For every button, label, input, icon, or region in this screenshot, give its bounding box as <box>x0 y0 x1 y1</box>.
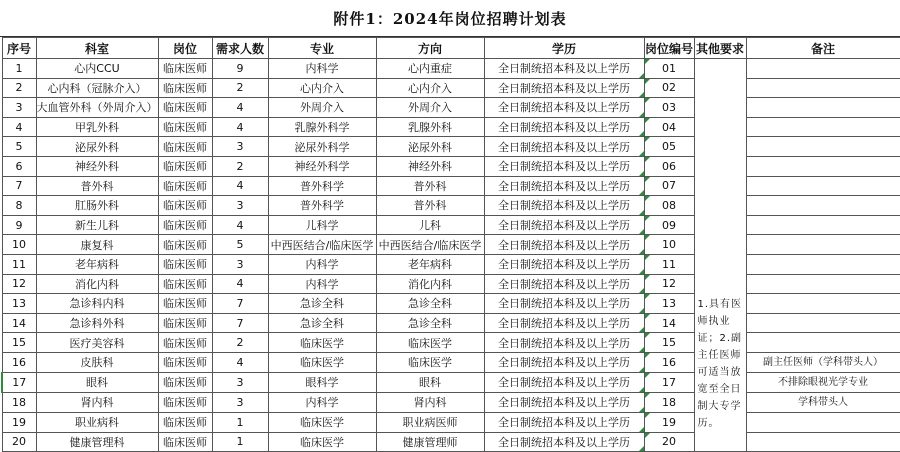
cell-count[interactable]: 3 <box>212 137 268 157</box>
cell-seq[interactable]: 18 <box>2 392 36 412</box>
cell-count[interactable]: 1 <box>212 432 268 452</box>
cell-education[interactable]: 全日制统招本科及以上学历 <box>484 392 644 412</box>
cell-count[interactable]: 5 <box>212 235 268 255</box>
cell-direction[interactable]: 急诊全科 <box>376 313 484 333</box>
cell-post[interactable]: 临床医师 <box>158 176 212 196</box>
cell-code[interactable]: 02 <box>644 78 694 98</box>
cell-major[interactable]: 临床医学 <box>268 333 376 353</box>
cell-dept[interactable]: 急诊科外科 <box>36 313 158 333</box>
cell-seq[interactable]: 15 <box>2 333 36 353</box>
cell-code[interactable]: 09 <box>644 215 694 235</box>
cell-education[interactable]: 全日制统招本科及以上学历 <box>484 59 644 79</box>
cell-code[interactable]: 07 <box>644 176 694 196</box>
cell-code[interactable]: 17 <box>644 372 694 392</box>
cell-education[interactable]: 全日制统招本科及以上学历 <box>484 215 644 235</box>
cell-education[interactable]: 全日制统招本科及以上学历 <box>484 156 644 176</box>
cell-code[interactable]: 20 <box>644 432 694 452</box>
cell-code[interactable]: 13 <box>644 294 694 314</box>
cell-count[interactable]: 4 <box>212 176 268 196</box>
cell-major[interactable]: 内科学 <box>268 392 376 412</box>
cell-seq[interactable]: 1 <box>2 59 36 79</box>
cell-education[interactable]: 全日制统招本科及以上学历 <box>484 117 644 137</box>
cell-dept[interactable]: 心内科（冠脉介入） <box>36 78 158 98</box>
cell-direction[interactable]: 眼科 <box>376 372 484 392</box>
cell-other-requirement[interactable] <box>694 59 746 452</box>
cell-education[interactable]: 全日制统招本科及以上学历 <box>484 235 644 255</box>
cell-dept[interactable]: 普外科 <box>36 176 158 196</box>
cell-education[interactable]: 全日制统招本科及以上学历 <box>484 372 644 392</box>
cell-direction[interactable]: 健康管理师 <box>376 432 484 452</box>
cell-post[interactable]: 临床医师 <box>158 156 212 176</box>
cell-dept[interactable]: 甲乳外科 <box>36 117 158 137</box>
cell-direction[interactable]: 职业病医师 <box>376 412 484 432</box>
header-notes[interactable]: 备注 <box>746 38 900 59</box>
header-direction[interactable]: 方向 <box>376 38 484 59</box>
cell-code[interactable]: 11 <box>644 254 694 274</box>
cell-code[interactable]: 05 <box>644 137 694 157</box>
cell-education[interactable]: 全日制统招本科及以上学历 <box>484 137 644 157</box>
table-row <box>2 412 900 432</box>
cell-post[interactable]: 临床医师 <box>158 412 212 432</box>
cell-education[interactable]: 全日制统招本科及以上学历 <box>484 432 644 452</box>
cell-direction[interactable]: 心内介入 <box>376 78 484 98</box>
cell-seq[interactable]: 2 <box>2 78 36 98</box>
cell-major[interactable]: 内科学 <box>268 274 376 294</box>
cell-code[interactable]: 06 <box>644 156 694 176</box>
table-row <box>2 215 900 235</box>
cell-count[interactable]: 2 <box>212 78 268 98</box>
cell-education[interactable]: 全日制统招本科及以上学历 <box>484 196 644 216</box>
cell-direction[interactable]: 普外科 <box>376 176 484 196</box>
cell-seq[interactable]: 6 <box>2 156 36 176</box>
cell-count[interactable]: 3 <box>212 392 268 412</box>
table-row <box>2 176 900 196</box>
cell-post[interactable]: 临床医师 <box>158 215 212 235</box>
cell-direction[interactable]: 老年病科 <box>376 254 484 274</box>
cell-count[interactable]: 7 <box>212 313 268 333</box>
cell-direction[interactable]: 中西医结合/临床医学 <box>376 235 484 255</box>
cell-post[interactable]: 临床医师 <box>158 98 212 118</box>
header-education[interactable]: 学历 <box>484 38 644 59</box>
cell-seq[interactable]: 10 <box>2 235 36 255</box>
cell-major[interactable]: 急诊全科 <box>268 294 376 314</box>
cell-major[interactable]: 乳腺外科学 <box>268 117 376 137</box>
cell-education[interactable]: 全日制统招本科及以上学历 <box>484 313 644 333</box>
sheet-title: 附件1：2024年岗位招聘计划表 <box>0 0 900 37</box>
cell-dept[interactable]: 健康管理科 <box>36 432 158 452</box>
cell-dept[interactable]: 新生儿科 <box>36 215 158 235</box>
cell-note-empty[interactable] <box>746 215 900 235</box>
cell-direction[interactable]: 乳腺外科 <box>376 117 484 137</box>
cell-count[interactable]: 9 <box>212 59 268 79</box>
cell-education[interactable]: 全日制统招本科及以上学历 <box>484 352 644 372</box>
cell-seq[interactable]: 5 <box>2 137 36 157</box>
cell-count[interactable]: 7 <box>212 294 268 314</box>
cell-seq[interactable]: 9 <box>2 215 36 235</box>
cell-education[interactable]: 全日制统招本科及以上学历 <box>484 176 644 196</box>
cell-direction[interactable]: 临床医学 <box>376 352 484 372</box>
cell-note-empty[interactable] <box>746 98 900 118</box>
cell-direction[interactable]: 心内重症 <box>376 59 484 79</box>
cell-major[interactable]: 内科学 <box>268 59 376 79</box>
cell-dept[interactable]: 神经外科 <box>36 156 158 176</box>
cell-post[interactable]: 临床医师 <box>158 294 212 314</box>
cell-seq[interactable]: 17 <box>2 372 36 392</box>
cell-dept[interactable]: 肛肠外科 <box>36 196 158 216</box>
cell-dept[interactable]: 肾内科 <box>36 392 158 412</box>
header-major[interactable]: 专业 <box>268 38 376 59</box>
table-row <box>2 254 900 274</box>
cell-education[interactable]: 全日制统招本科及以上学历 <box>484 333 644 353</box>
header-other-req[interactable]: 其他要求 <box>694 38 746 59</box>
cell-direction[interactable]: 外周介入 <box>376 98 484 118</box>
table-row <box>2 156 900 176</box>
other-requirement-text: 1.具有医师执业证；2.副主任医师可适当放宽至全日制大专学历。 <box>697 299 743 430</box>
cell-direction[interactable]: 急诊全科 <box>376 294 484 314</box>
table-row <box>2 235 900 255</box>
cell-dept[interactable]: 眼科 <box>36 372 158 392</box>
cell-post[interactable]: 临床医师 <box>158 254 212 274</box>
cell-dept[interactable]: 职业病科 <box>36 412 158 432</box>
cell-post[interactable]: 临床医师 <box>158 117 212 137</box>
table-row <box>2 98 900 118</box>
cell-count[interactable]: 4 <box>212 215 268 235</box>
cell-education[interactable]: 全日制统招本科及以上学历 <box>484 274 644 294</box>
cell-note-empty[interactable] <box>746 313 900 333</box>
cell-note-empty[interactable] <box>746 254 900 274</box>
table-row <box>2 432 900 452</box>
cell-dept[interactable]: 大血管外科（外周介入） <box>36 98 158 118</box>
cell-note-empty[interactable] <box>746 59 900 79</box>
header-row <box>2 38 900 59</box>
cell-note-empty[interactable] <box>746 333 900 353</box>
table-row <box>2 294 900 314</box>
cell-seq[interactable]: 13 <box>2 294 36 314</box>
cell-direction[interactable]: 消化内科 <box>376 274 484 294</box>
cell-post[interactable]: 临床医师 <box>158 392 212 412</box>
cell-direction[interactable]: 普外科 <box>376 196 484 216</box>
cell-post[interactable]: 临床医师 <box>158 137 212 157</box>
cell-count[interactable]: 4 <box>212 98 268 118</box>
cell-count[interactable]: 2 <box>212 333 268 353</box>
cell-code[interactable]: 08 <box>644 196 694 216</box>
cell-direction[interactable]: 儿科 <box>376 215 484 235</box>
cell-seq[interactable]: 8 <box>2 196 36 216</box>
cell-major[interactable]: 临床医学 <box>268 352 376 372</box>
cell-major[interactable]: 普外科学 <box>268 196 376 216</box>
table-row <box>2 392 900 412</box>
cell-major[interactable]: 神经外科学 <box>268 156 376 176</box>
cell-code[interactable]: 01 <box>644 59 694 79</box>
cell-note-empty[interactable] <box>746 412 900 432</box>
cell-note[interactable]: 不排除眼视光学专业 <box>746 372 900 392</box>
cell-major[interactable]: 儿科学 <box>268 215 376 235</box>
cell-seq[interactable]: 20 <box>2 432 36 452</box>
cell-seq[interactable]: 19 <box>2 412 36 432</box>
cell-count[interactable]: 3 <box>212 372 268 392</box>
table-row <box>2 274 900 294</box>
cell-code[interactable]: 18 <box>644 392 694 412</box>
cell-note-empty[interactable] <box>746 432 900 452</box>
cell-post[interactable]: 临床医师 <box>158 78 212 98</box>
cell-dept[interactable]: 消化内科 <box>36 274 158 294</box>
cell-code[interactable]: 12 <box>644 274 694 294</box>
cell-count[interactable]: 1 <box>212 412 268 432</box>
table-row <box>2 78 900 98</box>
cell-note-empty[interactable] <box>746 156 900 176</box>
cell-post[interactable]: 临床医师 <box>158 235 212 255</box>
cell-major[interactable]: 心内介入 <box>268 78 376 98</box>
cell-education[interactable]: 全日制统招本科及以上学历 <box>484 254 644 274</box>
cell-note-empty[interactable] <box>746 176 900 196</box>
header-seq[interactable]: 序号 <box>2 38 36 59</box>
cell-major[interactable]: 急诊全科 <box>268 313 376 333</box>
cell-education[interactable]: 全日制统招本科及以上学历 <box>484 98 644 118</box>
cell-post[interactable]: 临床医师 <box>158 59 212 79</box>
cell-seq[interactable]: 12 <box>2 274 36 294</box>
cell-major[interactable]: 普外科学 <box>268 176 376 196</box>
cell-count[interactable]: 4 <box>212 117 268 137</box>
cell-note-empty[interactable] <box>746 137 900 157</box>
cell-direction[interactable]: 神经外科 <box>376 156 484 176</box>
cell-code[interactable]: 03 <box>644 98 694 118</box>
cell-dept[interactable]: 老年病科 <box>36 254 158 274</box>
cell-note-empty[interactable] <box>746 294 900 314</box>
cell-major[interactable]: 外周介入 <box>268 98 376 118</box>
cell-seq[interactable]: 7 <box>2 176 36 196</box>
table-row <box>2 352 900 372</box>
cell-major[interactable]: 内科学 <box>268 254 376 274</box>
cell-code[interactable]: 04 <box>644 117 694 137</box>
recruitment-table <box>1 37 900 452</box>
cell-dept[interactable]: 泌尿外科 <box>36 137 158 157</box>
cell-note-empty[interactable] <box>746 117 900 137</box>
cell-major[interactable]: 中西医结合/临床医学 <box>268 235 376 255</box>
cell-post[interactable]: 临床医师 <box>158 196 212 216</box>
cell-post[interactable]: 临床医师 <box>158 352 212 372</box>
header-count[interactable]: 需求人数 <box>212 38 268 59</box>
cell-count[interactable]: 3 <box>212 254 268 274</box>
table-body <box>2 59 900 452</box>
table-row <box>2 313 900 333</box>
header-post[interactable]: 岗位 <box>158 38 212 59</box>
table-row <box>2 59 900 79</box>
header-dept[interactable]: 科室 <box>36 38 158 59</box>
cell-note-empty[interactable] <box>746 235 900 255</box>
cell-direction[interactable]: 泌尿外科 <box>376 137 484 157</box>
cell-education[interactable]: 全日制统招本科及以上学历 <box>484 78 644 98</box>
cell-major[interactable]: 泌尿外科学 <box>268 137 376 157</box>
cell-direction[interactable]: 肾内科 <box>376 392 484 412</box>
table-row <box>2 137 900 157</box>
cell-dept[interactable]: 急诊科内科 <box>36 294 158 314</box>
cell-dept[interactable]: 皮肤科 <box>36 352 158 372</box>
cell-seq[interactable]: 4 <box>2 117 36 137</box>
cell-count[interactable]: 2 <box>212 156 268 176</box>
cell-major[interactable]: 临床医学 <box>268 432 376 452</box>
cell-note[interactable]: 副主任医师（学科带头人） <box>746 352 900 372</box>
cell-dept[interactable]: 心内CCU <box>36 59 158 79</box>
cell-post[interactable]: 临床医师 <box>158 333 212 353</box>
cell-post[interactable]: 临床医师 <box>158 274 212 294</box>
cell-post[interactable]: 临床医师 <box>158 313 212 333</box>
table-row <box>2 372 900 392</box>
cell-education[interactable]: 全日制统招本科及以上学历 <box>484 294 644 314</box>
table-row <box>2 196 900 216</box>
cell-direction[interactable]: 临床医学 <box>376 333 484 353</box>
cell-note-empty[interactable] <box>746 78 900 98</box>
cell-note-empty[interactable] <box>746 196 900 216</box>
cell-count[interactable]: 4 <box>212 352 268 372</box>
cell-seq[interactable]: 16 <box>2 352 36 372</box>
cell-code[interactable]: 15 <box>644 333 694 353</box>
cell-post[interactable]: 临床医师 <box>158 372 212 392</box>
cell-note[interactable]: 学科带头人 <box>746 392 900 412</box>
cell-code[interactable]: 10 <box>644 235 694 255</box>
cell-dept[interactable]: 康复科 <box>36 235 158 255</box>
cell-major[interactable]: 眼科学 <box>268 372 376 392</box>
cell-education[interactable]: 全日制统招本科及以上学历 <box>484 412 644 432</box>
header-code[interactable]: 岗位编号 <box>644 38 694 59</box>
cell-code[interactable]: 14 <box>644 313 694 333</box>
cell-seq[interactable]: 11 <box>2 254 36 274</box>
table-row <box>2 333 900 353</box>
cell-major[interactable]: 临床医学 <box>268 412 376 432</box>
table-row <box>2 117 900 137</box>
cell-code[interactable]: 16 <box>644 352 694 372</box>
cell-seq[interactable]: 14 <box>2 313 36 333</box>
cell-count[interactable]: 3 <box>212 196 268 216</box>
cell-seq[interactable]: 3 <box>2 98 36 118</box>
cell-count[interactable]: 4 <box>212 274 268 294</box>
cell-dept[interactable]: 医疗美容科 <box>36 333 158 353</box>
cell-code[interactable]: 19 <box>644 412 694 432</box>
cell-note-empty[interactable] <box>746 274 900 294</box>
cell-post[interactable]: 临床医师 <box>158 432 212 452</box>
